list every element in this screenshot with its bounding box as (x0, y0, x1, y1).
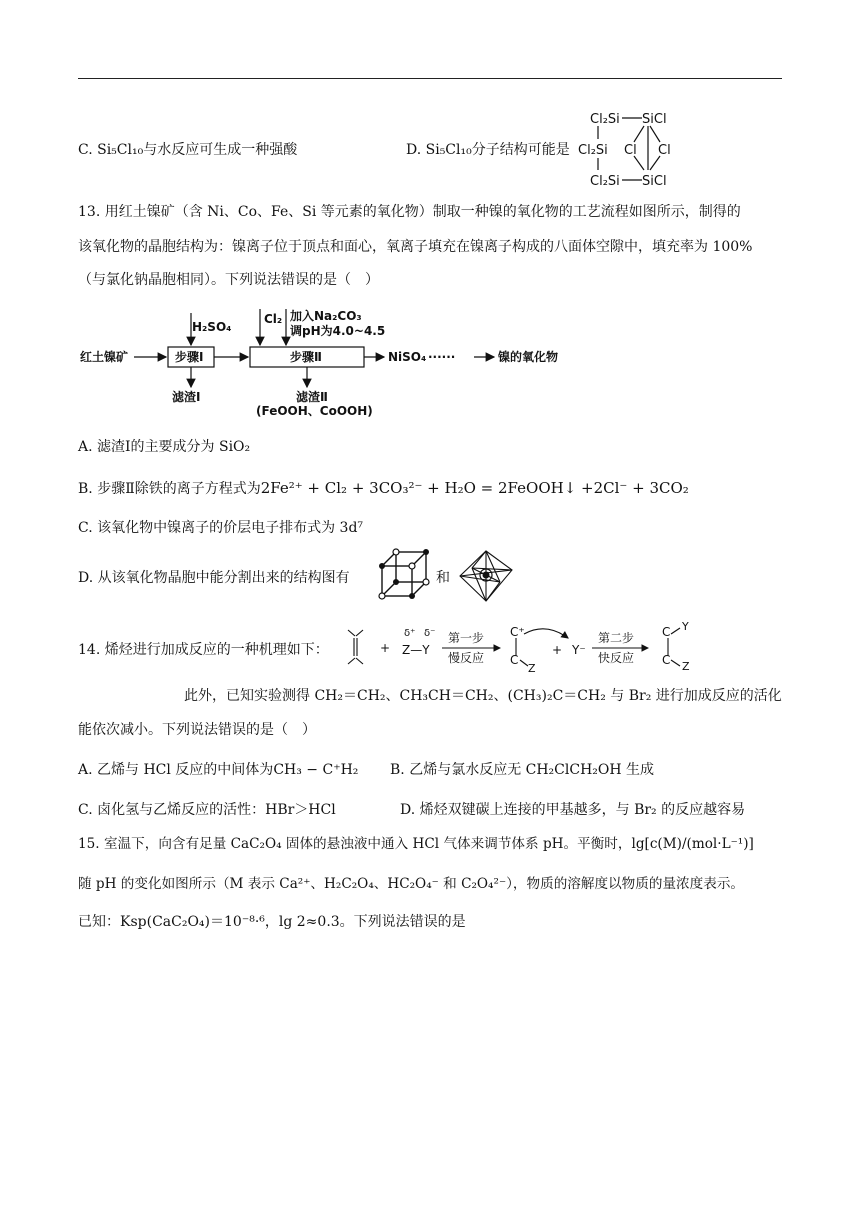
flow-dots: ······ (428, 350, 456, 364)
struct-tl: Cl₂Si (590, 112, 620, 127)
mech-delta-plus: δ⁺ (404, 628, 416, 639)
cube-structure-figure (378, 548, 430, 602)
flow-residue2-sub: (FeOOH、CoOOH) (256, 404, 373, 418)
addition-mechanism-diagram (346, 622, 702, 672)
mech-plus2: + (552, 643, 563, 657)
mech-z1: Z (528, 662, 536, 672)
q13-option-d (78, 568, 350, 588)
mech-c-top: C (662, 625, 671, 639)
flow-product: 镍的氧化物 (498, 350, 559, 364)
flow-residue1: 滤渣Ⅰ (172, 390, 201, 404)
mech-cplus: C⁺ (510, 625, 525, 639)
q15-line1: 15. 室温下，向含有足量 CaC₂O₄ 固体的悬浊液中通入 HCl 气体来调节体系 pH。平衡时，lg[c(M)/(mol·L⁻¹)] (78, 836, 754, 852)
q13-option-b-equation: 2Fe²⁺ + Cl₂ + 3CO₃²⁻ + H₂O = 2FeOOH↓ +2Cl⁻ + 3CO₂ (260, 479, 689, 497)
q13-stem-line2: 该氧化物的晶胞结构为：镍离子位于顶点和面心，氧离子填充在镍离子构成的八面体空隙中，填充率为 100% (78, 239, 753, 255)
q14-stem: 14. 烯烃进行加成反应的一种机理如下： (78, 642, 329, 658)
q15-line3: 已知：Ksp(CaC₂O₄)＝10⁻⁸·⁶，lg 2≈0.3。下列说法错误的是 (78, 914, 466, 930)
mech-step2-bot: 快反应 (598, 651, 635, 665)
q14-option-c: C. 卤化氢与乙烯反应的活性：HBr＞HCl (78, 802, 336, 818)
flow-step2: 步骤Ⅱ (290, 350, 322, 364)
flow-h2so4: H₂SO₄ (192, 320, 232, 334)
q13-stem-line1: 13. 用红土镍矿（含 Ni、Co、Fe、Si 等元素的氧化物）制取一种镍的氧化物的工艺流程如图所示，制得的 (78, 204, 741, 220)
struct-mc1: Cl (624, 143, 637, 158)
q13-option-c: C. 该氧化物中镍离子的价层电子排布式为 3d⁷ (78, 520, 364, 536)
mech-plus1: + (380, 641, 391, 655)
q15-line2: 随 pH 的变化如图所示（M 表示 Ca²⁺、H₂C₂O₄、HC₂O₄⁻ 和 C₂O₄²⁻），物质的溶解度以物质的量浓度表示。 (78, 876, 745, 892)
flow-na2co3-2: 调pH为4.0~4.5 (290, 324, 386, 338)
mech-step1-bot: 慢反应 (448, 651, 485, 665)
q13-stem-line3: （与氯化钠晶胞相同）。下列说法错误的是（ ） (78, 272, 379, 288)
q14-option-a (78, 760, 358, 780)
mech-step2-top: 第二步 (598, 631, 635, 645)
q14-option-a-label: A. 乙烯与 HCl 反应的中间体为 (78, 762, 274, 778)
q13-option-b-label: B. 步骤Ⅱ除铁的离子方程式为 (78, 481, 261, 497)
flow-residue2: 滤渣Ⅱ (296, 390, 328, 404)
q14-option-b: B. 乙烯与氯水反应无 CH₂ClCH₂OH 生成 (390, 762, 655, 778)
mech-y-product: Y (682, 622, 689, 633)
q14-option-a-formula: CH₃ − C⁺H₂ (273, 762, 359, 778)
q12-option-d: D. Si₅Cl₁₀分子结构可能是 (406, 142, 570, 158)
struct-br: SiCl (642, 174, 667, 189)
struct-mc2: Cl (658, 143, 671, 158)
mech-z-product: Z (682, 660, 690, 672)
q13-option-a: A. 滤渣Ⅰ的主要成分为 SiO₂ (78, 439, 251, 455)
mech-zy: Z—Y (402, 643, 430, 657)
flow-ore: 红土镍矿 (80, 350, 129, 364)
q13-option-b (78, 478, 689, 499)
struct-bl: Cl₂Si (590, 174, 620, 189)
mech-c: C (510, 653, 519, 667)
si5cl10-structure (578, 106, 678, 192)
mech-c-bottom: C (662, 653, 671, 667)
flow-cl2: Cl₂ (264, 312, 283, 326)
q14-text-line1: 此外，已知实验测得 CH₂＝CH₂、CH₃CH＝CH₂、(CH₃)₂C＝CH₂ 与 Br₂ 进行加成反应的活化 (184, 688, 782, 704)
struct-ml: Cl₂Si (578, 143, 608, 158)
struct-tr: SiCl (642, 112, 667, 127)
process-flow-diagram (78, 305, 598, 420)
q13-option-d-label: D. 从该氧化物晶胞中能分割出来的结构图有 (78, 570, 350, 586)
header-rule (78, 78, 782, 79)
mech-delta-minus: δ⁻ (424, 628, 436, 639)
octahedron-structure-figure (456, 548, 516, 604)
flow-na2co3-1: 加入Na₂CO₃ (290, 309, 362, 323)
mech-step1-top: 第一步 (448, 631, 485, 645)
q13-option-d-and: 和 (436, 570, 450, 586)
q14-text-line2: 能依次减小。下列说法错误的是（ ） (78, 722, 316, 738)
flow-step1: 步骤Ⅰ (175, 350, 204, 364)
q14-option-d: D. 烯烃双键碳上连接的甲基越多，与 Br₂ 的反应越容易 (400, 802, 746, 818)
mech-y-minus: Y⁻ (572, 643, 586, 657)
q12-option-c: C. Si₅Cl₁₀与水反应可生成一种强酸 (78, 142, 298, 158)
flow-niso4: NiSO₄ (388, 350, 427, 364)
